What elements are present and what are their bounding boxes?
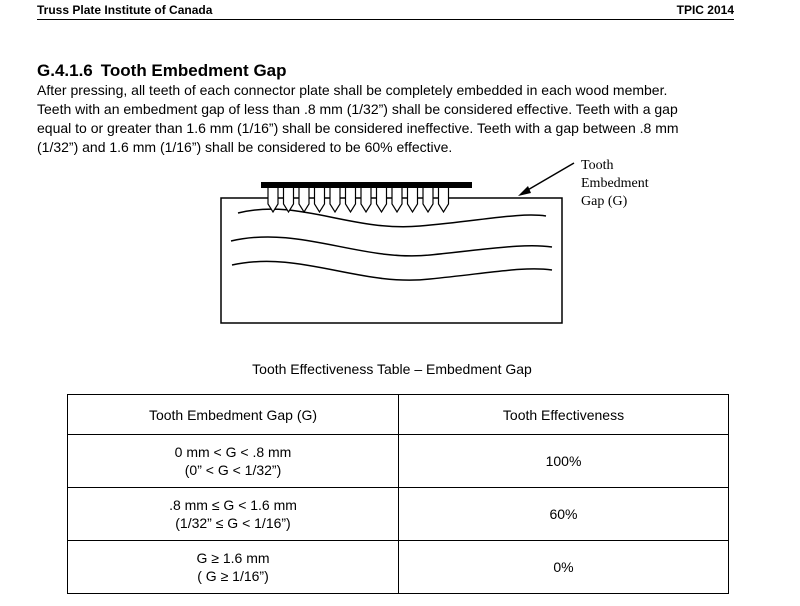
gap-cell xyxy=(68,435,399,488)
callout-line: Gap (G) xyxy=(581,194,628,209)
effectiveness-cell: 0% xyxy=(399,541,729,594)
plate-tooth xyxy=(268,188,278,212)
section-title: Tooth Embedment Gap xyxy=(100,61,287,80)
plate-tooth xyxy=(361,188,371,212)
plate-tooth xyxy=(346,188,356,212)
callout-label xyxy=(581,157,649,211)
plate-tooth xyxy=(392,188,402,212)
table-row xyxy=(68,541,729,594)
gap-cell xyxy=(68,488,399,541)
header-gap: Tooth Embedment Gap (G) xyxy=(68,395,399,435)
callout-line: Embedment xyxy=(581,176,649,191)
gap-in: (1/32” ≤ G < 1/16”) xyxy=(175,515,291,531)
callout-line: Tooth xyxy=(581,158,614,173)
paragraph-line: After pressing, all teeth of each connector plate shall be completely embedded in each wood member. xyxy=(37,82,668,98)
plate-tooth xyxy=(408,188,418,212)
plate-tooth xyxy=(377,188,387,212)
table-header-row xyxy=(68,395,729,435)
section-number: G.4.1.6 xyxy=(37,61,93,80)
gap-mm: G ≥ 1.6 mm xyxy=(196,550,270,566)
gap-mm: .8 mm ≤ G < 1.6 mm xyxy=(169,497,297,513)
table-title: Tooth Effectiveness Table – Embedment Gap xyxy=(252,361,532,377)
header-organization: Truss Plate Institute of Canada xyxy=(37,3,213,17)
gap-cell xyxy=(68,541,399,594)
wood-grain-lines xyxy=(231,209,552,280)
gap-mm: 0 mm < G < .8 mm xyxy=(174,444,292,460)
plate-tooth xyxy=(299,188,309,212)
header-doc-id: TPIC 2014 xyxy=(676,3,734,17)
header-effectiveness: Tooth Effectiveness xyxy=(399,395,729,435)
plate-teeth xyxy=(268,188,449,212)
paragraph-line: equal to or greater than 1.6 mm (1/16”) shall be considered ineffective. Teeth with a gap between .8 mm xyxy=(37,120,679,136)
plate-tooth xyxy=(330,188,340,212)
table-row xyxy=(68,435,729,488)
connector-plate xyxy=(261,182,472,188)
paragraph-line: Teeth with an embedment gap of less than .8 mm (1/32”) shall be considered effective. Teeth with a gap xyxy=(37,101,678,117)
gap-in: ( G ≥ 1/16”) xyxy=(197,568,269,584)
tooth-effectiveness-table xyxy=(67,394,729,594)
paragraph-line: (1/32”) and 1.6 mm (1/16”) shall be considered to be 60% effective. xyxy=(37,139,453,155)
plate-tooth xyxy=(439,188,449,212)
callout-leader xyxy=(526,163,574,191)
plate-tooth xyxy=(315,188,325,212)
plate-tooth xyxy=(423,188,433,212)
gap-in: (0” < G < 1/32”) xyxy=(184,462,282,478)
table-row xyxy=(68,488,729,541)
effectiveness-cell: 60% xyxy=(399,488,729,541)
plate-tooth xyxy=(284,188,294,212)
callout-arrowhead xyxy=(518,186,531,196)
effectiveness-cell: 100% xyxy=(399,435,729,488)
